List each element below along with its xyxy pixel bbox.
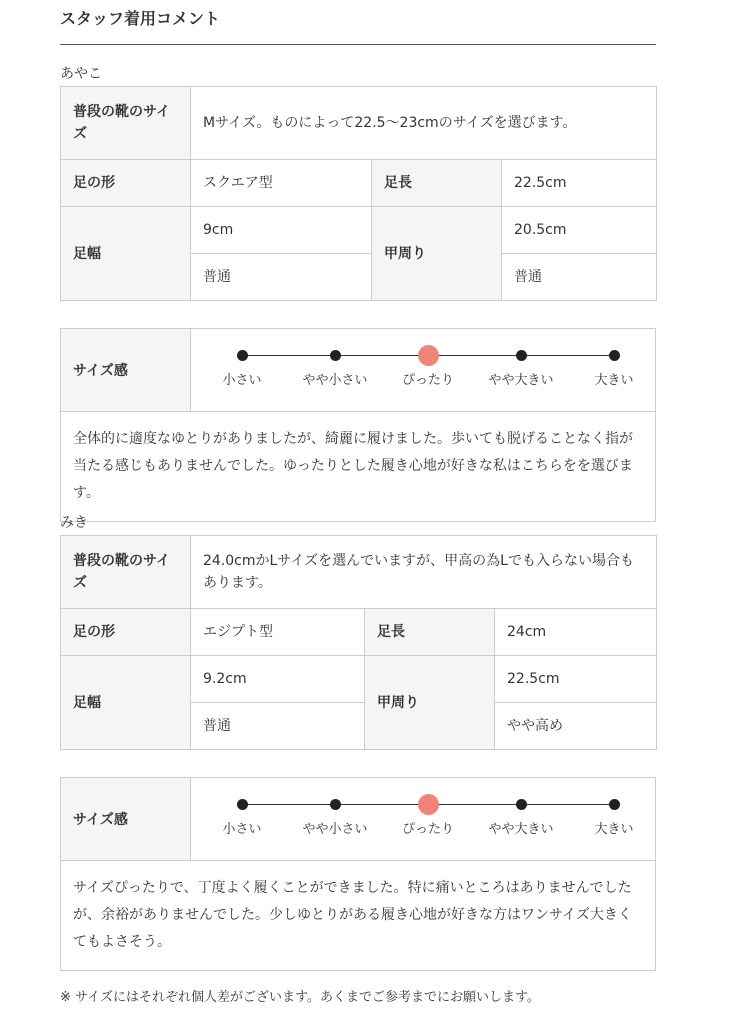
fit-marker	[516, 799, 527, 810]
fit-header: サイズ感	[61, 329, 191, 411]
fit-marker	[237, 799, 248, 810]
usual-size-header: 普段の靴のサイズ	[61, 87, 191, 160]
fit-scale-label: やや小さい	[302, 373, 368, 388]
fit-scale-label: 小さい	[222, 373, 262, 388]
foot-shape-value: エジプト型	[191, 609, 365, 656]
foot-shape-header: 足の形	[61, 609, 191, 656]
fit-scale	[191, 329, 655, 411]
fit-marker-selected	[418, 794, 439, 815]
usual-size-value: Mサイズ。ものによって22.5〜23cmのサイズを選びます。	[191, 87, 657, 160]
fit-marker	[237, 350, 248, 361]
footnote: ※ サイズにはそれぞれ個人差がございます。あくまでご参考までにお願いします。	[60, 990, 540, 1005]
fit-box-ayako	[60, 328, 656, 522]
fit-comment: サイズぴったりで、丁度よく履くことができました。特に痛いところはありませんでしたが、余裕がありませんでした。少しゆとりがある履き心地が好きな方はワンサイズ大きくてもよさそう。	[73, 880, 632, 950]
staff-name-ayako: あやこ	[60, 66, 102, 82]
fit-scale	[191, 778, 655, 860]
instep-note: 普通	[502, 254, 657, 301]
staff-info-table-ayako	[60, 86, 657, 301]
fit-scale-label: 大きい	[594, 373, 634, 388]
fit-box-miki	[60, 777, 656, 971]
fit-marker	[516, 350, 527, 361]
fit-scale-label: 小さい	[222, 822, 262, 837]
instep-value: 20.5cm	[502, 207, 657, 254]
fit-scale-label: ぴったり	[401, 822, 454, 837]
foot-width-header: 足幅	[61, 207, 191, 301]
fit-marker	[609, 350, 620, 361]
foot-width-value: 9cm	[191, 207, 372, 254]
fit-header: サイズ感	[61, 778, 191, 860]
fit-scale-label: 大きい	[594, 822, 634, 837]
fit-scale-label: やや大きい	[488, 373, 554, 388]
fit-scale-label: やや大きい	[488, 822, 554, 837]
usual-size-header: 普段の靴のサイズ	[61, 536, 191, 609]
foot-length-header: 足長	[365, 609, 495, 656]
foot-shape-header: 足の形	[61, 160, 191, 207]
instep-note: やや高め	[495, 703, 657, 750]
foot-width-note: 普通	[191, 254, 372, 301]
staff-name-miki: みき	[60, 515, 88, 531]
title-divider	[60, 44, 656, 45]
foot-width-header: 足幅	[61, 656, 191, 750]
foot-length-value: 22.5cm	[502, 160, 657, 207]
foot-width-note: 普通	[191, 703, 365, 750]
fit-marker-selected	[418, 345, 439, 366]
foot-width-value: 9.2cm	[191, 656, 365, 703]
staff-info-table-miki	[60, 535, 657, 750]
foot-shape-value: スクエア型	[191, 160, 372, 207]
fit-scale-label: ぴったり	[401, 373, 454, 388]
fit-marker	[609, 799, 620, 810]
fit-comment: 全体的に適度なゆとりがありましたが、綺麗に履けました。歩いても脱げることなく指が当たる感じもありませんでした。ゆったりとした履き心地が好きな私はこちらをを選びます。	[73, 431, 633, 501]
foot-length-header: 足長	[372, 160, 502, 207]
fit-scale-label: やや小さい	[302, 822, 368, 837]
instep-value: 22.5cm	[495, 656, 657, 703]
fit-marker	[330, 799, 341, 810]
usual-size-value: 24.0cmかLサイズを選んでいますが、甲高の為Lでも入らない場合もあります。	[191, 536, 657, 609]
instep-header: 甲周り	[365, 656, 495, 750]
page-title: スタッフ着用コメント	[60, 9, 221, 28]
fit-marker	[330, 350, 341, 361]
foot-length-value: 24cm	[495, 609, 657, 656]
instep-header: 甲周り	[372, 207, 502, 301]
